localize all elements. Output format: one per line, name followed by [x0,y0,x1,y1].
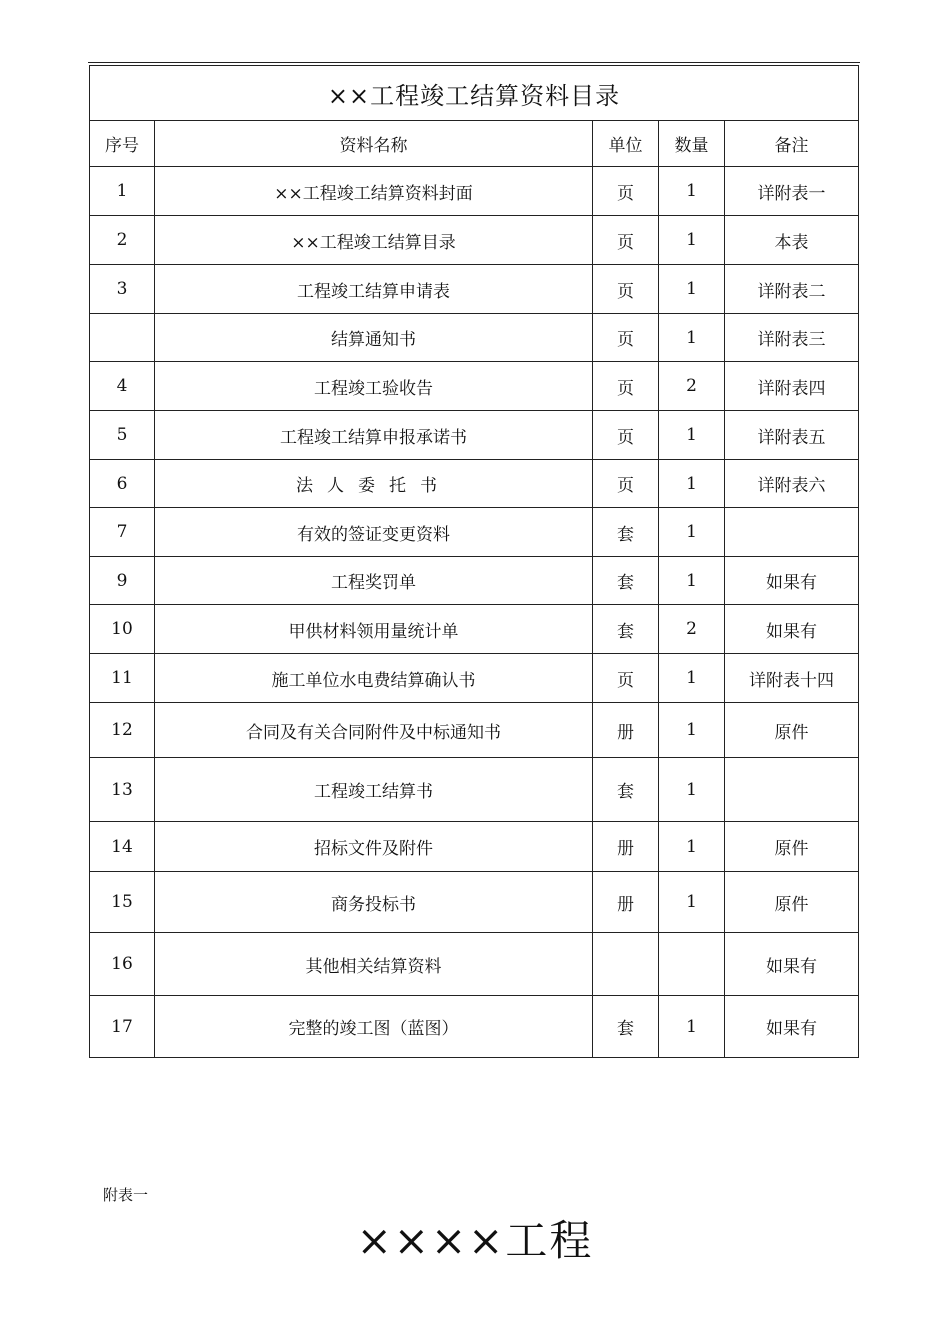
table-row [90,758,859,822]
cell-qty: 1 [659,314,725,362]
cell-seq: 4 [90,362,155,411]
cell-name: 工程竣工结算申请表 [155,265,593,314]
header-row [90,121,859,167]
table-row [90,822,859,872]
cell-seq: 10 [90,605,155,654]
cell-unit: 页 [593,362,659,411]
cell-unit: 页 [593,265,659,314]
header-seq: 序号 [90,121,155,167]
cell-qty: 1 [659,265,725,314]
cell-unit: 页 [593,654,659,703]
catalog-title: ××工程竣工结算资料目录 [90,66,859,121]
table-row [90,996,859,1058]
cell-unit: 页 [593,216,659,265]
cell-qty: 2 [659,362,725,411]
cell-note: 如果有 [725,933,859,996]
cell-name: 工程竣工验收告 [155,362,593,411]
header-note: 备注 [725,121,859,167]
table-row [90,557,859,605]
cell-name: 其他相关结算资料 [155,933,593,996]
cell-seq: 7 [90,508,155,557]
cell-qty: 1 [659,872,725,933]
cell-seq: 14 [90,822,155,872]
cell-unit: 套 [593,758,659,822]
cell-qty: 1 [659,758,725,822]
cell-qty: 1 [659,996,725,1058]
cell-qty: 1 [659,460,725,508]
cell-note: 详附表五 [725,411,859,460]
cell-name: 工程奖罚单 [155,557,593,605]
cell-name: 合同及有关合同附件及中标通知书 [155,703,593,758]
cell-seq: 16 [90,933,155,996]
cell-name: ××工程竣工结算目录 [155,216,593,265]
header-qty: 数量 [659,121,725,167]
cell-note: 本表 [725,216,859,265]
cell-seq: 15 [90,872,155,933]
cell-qty: 1 [659,654,725,703]
cell-note: 详附表三 [725,314,859,362]
cell-note [725,758,859,822]
cell-seq: 6 [90,460,155,508]
cell-name: 有效的签证变更资料 [155,508,593,557]
cell-qty: 1 [659,411,725,460]
cell-note: 详附表四 [725,362,859,411]
cell-note: 详附表十四 [725,654,859,703]
cell-unit: 套 [593,557,659,605]
table-row [90,654,859,703]
cell-seq: 9 [90,557,155,605]
cell-unit: 页 [593,314,659,362]
cell-name: ××工程竣工结算资料封面 [155,167,593,216]
cell-qty: 2 [659,605,725,654]
table-row [90,872,859,933]
cell-name: 工程竣工结算书 [155,758,593,822]
cell-note [725,508,859,557]
table-row [90,508,859,557]
table-row [90,265,859,314]
cell-seq: 13 [90,758,155,822]
cell-note: 详附表二 [725,265,859,314]
cell-qty: 1 [659,822,725,872]
cell-seq: 1 [90,167,155,216]
cell-unit: 册 [593,703,659,758]
table-row [90,167,859,216]
cell-qty: 1 [659,216,725,265]
cell-unit: 页 [593,411,659,460]
cell-name: 完整的竣工图（蓝图） [155,996,593,1058]
cell-name: 商务投标书 [155,872,593,933]
cell-qty: 1 [659,557,725,605]
cell-seq: 5 [90,411,155,460]
cell-unit: 册 [593,872,659,933]
cell-unit [593,933,659,996]
header-name: 资料名称 [155,121,593,167]
cell-unit: 套 [593,508,659,557]
cell-name: 施工单位水电费结算确认书 [155,654,593,703]
appendix-label: 附表一 [103,1186,149,1204]
table-row [90,362,859,411]
cell-seq: 17 [90,996,155,1058]
table-row [90,411,859,460]
cell-name: 工程竣工结算申报承诺书 [155,411,593,460]
cell-unit: 套 [593,605,659,654]
cell-note: 如果有 [725,605,859,654]
catalog-table [89,65,859,1058]
cell-unit: 页 [593,167,659,216]
table-row [90,216,859,265]
table-row [90,605,859,654]
cell-name: 甲供材料领用量统计单 [155,605,593,654]
cell-qty: 1 [659,703,725,758]
cell-note: 详附表一 [725,167,859,216]
cell-unit: 页 [593,460,659,508]
cell-seq [90,314,155,362]
cell-qty: 1 [659,508,725,557]
cell-unit: 套 [593,996,659,1058]
cell-seq: 12 [90,703,155,758]
header-unit: 单位 [593,121,659,167]
cell-name: 招标文件及附件 [155,822,593,872]
table-row [90,314,859,362]
table-row [90,703,859,758]
cell-seq: 3 [90,265,155,314]
cell-note: 原件 [725,703,859,758]
cover-title: ××××工程 [356,1216,594,1265]
cell-name: 结算通知书 [155,314,593,362]
cell-seq: 11 [90,654,155,703]
cell-note: 详附表六 [725,460,859,508]
cell-seq: 2 [90,216,155,265]
cell-note: 如果有 [725,557,859,605]
table-row [90,460,859,508]
cell-qty: 1 [659,167,725,216]
cell-note: 原件 [725,872,859,933]
cell-name: 法人委托书 [155,460,593,508]
cell-note: 如果有 [725,996,859,1058]
cell-note: 原件 [725,822,859,872]
cell-qty [659,933,725,996]
cell-unit: 册 [593,822,659,872]
top-rule [88,62,860,63]
table-row [90,933,859,996]
